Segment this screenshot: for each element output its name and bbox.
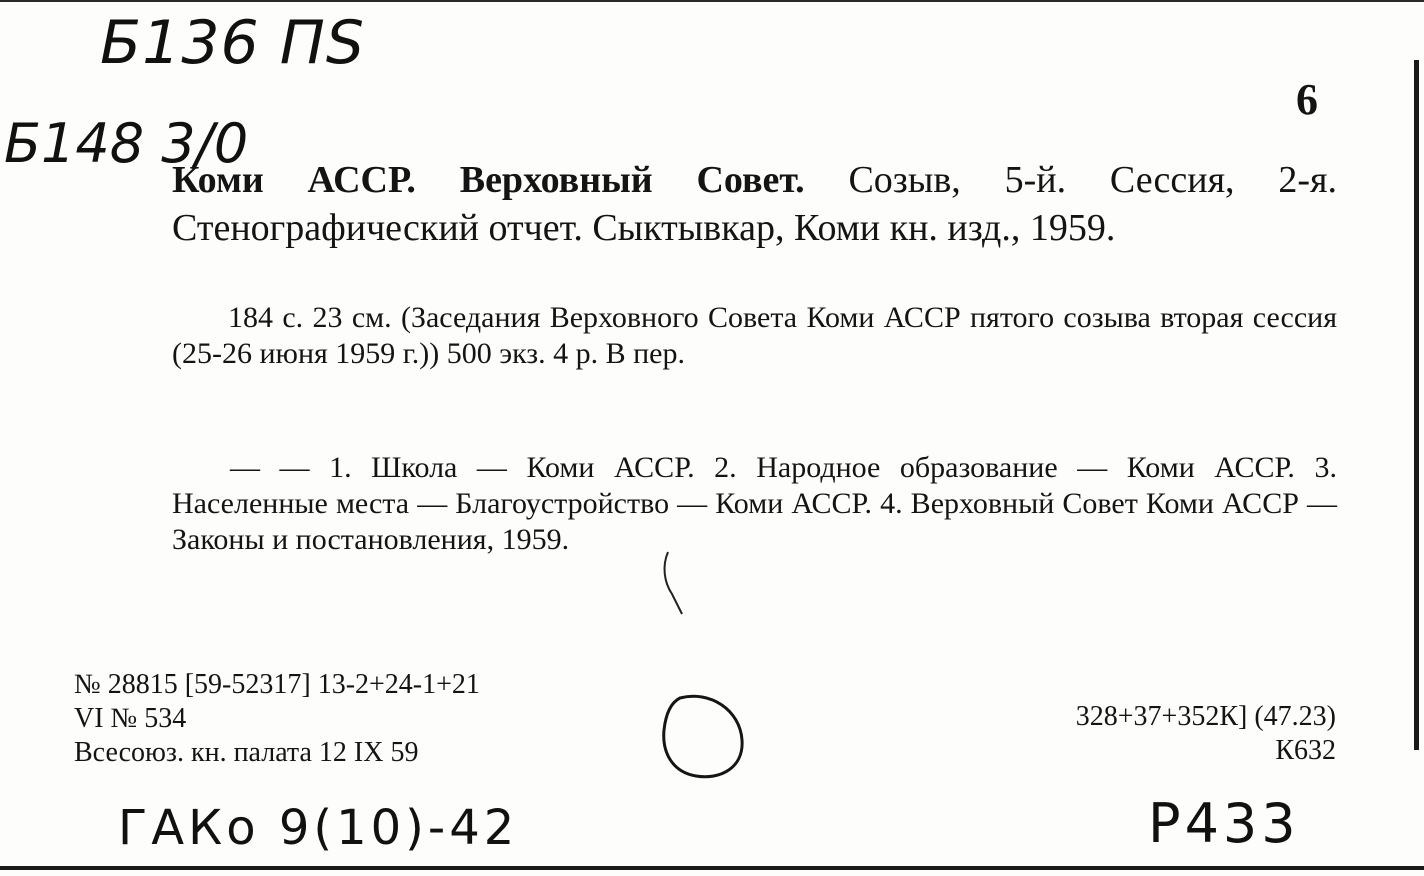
physical-description	[172, 300, 1337, 372]
heading-title: Созыв, 5-й. Сессия, 2-я. Стенографический отчет. Сыктывкар, Коми кн. изд., 1959.	[172, 159, 1337, 249]
index-code: К632	[1275, 735, 1336, 766]
footer-index	[940, 700, 1336, 768]
card-bottom-edge	[0, 866, 1424, 870]
registry-volume: VI № 534	[74, 703, 187, 734]
card-top-edge	[0, 0, 1424, 2]
handwritten-shelf-code: Б136 ПS	[100, 8, 365, 78]
handwritten-location-code: Р433	[1148, 792, 1300, 855]
footer-registry	[74, 668, 480, 770]
registry-chamber: Всесоюз. кн. палата 12 IX 59	[74, 737, 419, 768]
subjects-text: — — 1. Школа — Коми АССР. 2. Народное образование — Коми АССР. 3. Населенные места — Благоустройство — Коми АССР. 4. Верховный Совет Коми АССР — Законы и постановления, 1959.	[172, 451, 1337, 556]
card-right-edge	[1414, 60, 1419, 750]
card-number: 6	[1296, 75, 1318, 124]
handwritten-archive-code: ГАКо 9(10)-42	[118, 800, 519, 856]
handwritten-side-code: Б148 3/0	[4, 112, 249, 175]
bibliographic-heading	[172, 156, 1337, 252]
pencil-mark	[650, 548, 690, 618]
heading-author: Коми АССР. Верховный Совет.	[172, 159, 805, 201]
index-numbers: 328+37+352К] (47.23)	[1075, 701, 1336, 732]
registry-number: № 28815 [59-52317] 13-2+24-1+21	[74, 669, 480, 700]
description-text: 184 с. 23 см. (Заседания Верховного Совета Коми АССР пятого созыва вторая сессия (25-26 июня 1959 г.)) 500 экз. 4 р. В пер.	[172, 301, 1337, 370]
subject-headings	[172, 450, 1337, 558]
round-stamp-outline	[660, 690, 746, 782]
